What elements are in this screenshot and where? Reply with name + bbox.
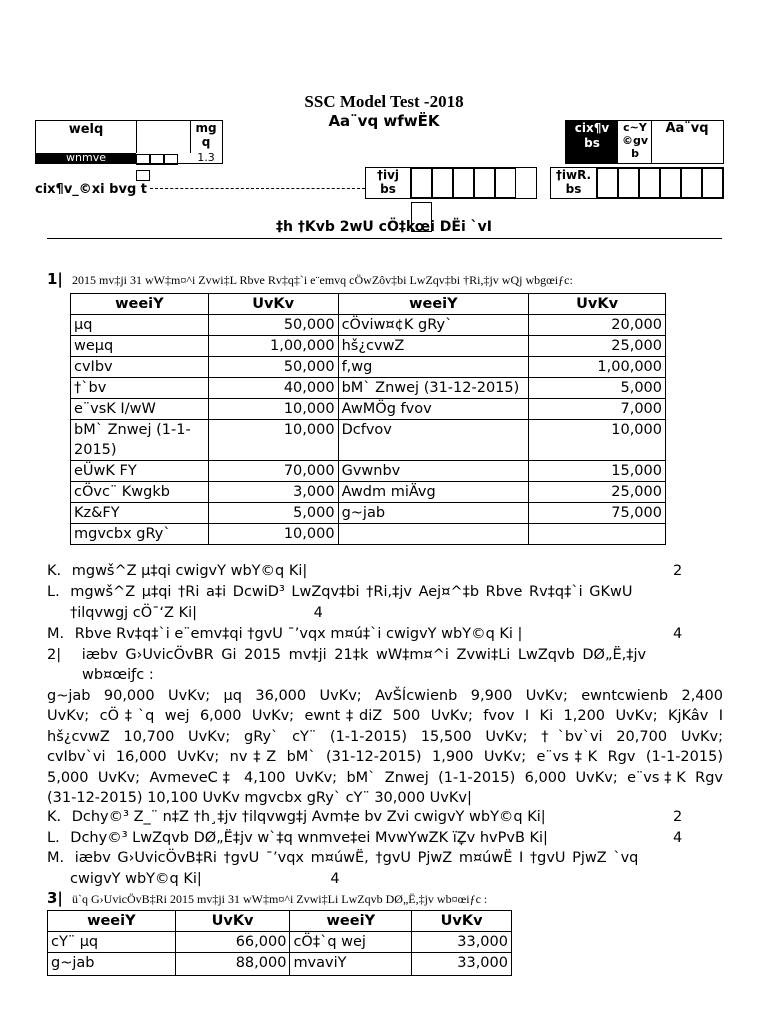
body-line: g~jab 90,000 UvKv; µq 36,000 UvKv; AvŠÍcwienb 9,900 UvKv; ewntcwienb 2,400 bbox=[47, 688, 723, 704]
question-2-number: 2| bbox=[47, 647, 62, 663]
exam-number-label: cix¶v bs bbox=[566, 121, 618, 163]
table-cell: 40,000 bbox=[208, 378, 338, 399]
table-cell: 50,000 bbox=[208, 357, 338, 378]
table-cell: †`bv bbox=[71, 378, 209, 399]
subject-blank-cell bbox=[136, 121, 191, 153]
code-digit-cells bbox=[136, 153, 190, 163]
subject-label: welq bbox=[36, 121, 137, 153]
table-cell: Awdm miÄvg bbox=[338, 482, 529, 503]
table-cell: 10,000 bbox=[529, 420, 666, 461]
table-row bbox=[71, 503, 666, 524]
registration-label: †iwR. bs bbox=[551, 168, 597, 198]
question-1-part-l-cont bbox=[70, 603, 746, 624]
table-header: weeiY bbox=[338, 294, 529, 315]
table-cell bbox=[338, 524, 529, 545]
question-1-intro: 2015 mv‡ji 31 wW‡m¤^i Zvwi‡L Rbve Rv‡q‡`i e¨emvq cÖwZôv‡bi LwZqv‡bi †Ri,‡jv wQj wbgœiƒc: bbox=[72, 273, 573, 287]
part-marks: 4 bbox=[673, 626, 683, 642]
table-cell: 7,000 bbox=[529, 399, 666, 420]
question-1-part-k bbox=[47, 561, 723, 582]
table-row bbox=[71, 315, 666, 336]
chapter-label: Aa¨vq bbox=[665, 121, 709, 136]
table-cell: 50,000 bbox=[208, 315, 338, 336]
table-cell: g~jab bbox=[338, 503, 529, 524]
exam-info-box bbox=[565, 120, 724, 164]
part-text: Dchy©³ Z_¨ n‡Z †h¸‡jv †ilqvwg‡j Avm‡e bv Zvi cwigvY wbY©q Ki| bbox=[71, 809, 546, 825]
question-1-table bbox=[70, 293, 666, 545]
question-2-part-k bbox=[47, 807, 723, 828]
question-2-part-l bbox=[47, 828, 723, 849]
table-cell: cvIbv bbox=[71, 357, 209, 378]
table-cell: f,wg bbox=[338, 357, 529, 378]
table-cell: 25,000 bbox=[529, 482, 666, 503]
table-cell: 33,000 bbox=[412, 953, 512, 976]
table-cell: mgvcbx gRy` bbox=[71, 524, 209, 545]
roll-digit-cells bbox=[411, 168, 536, 198]
part-marks: 4 bbox=[313, 605, 323, 621]
table-cell: 1,00,000 bbox=[529, 357, 666, 378]
table-cell: 20,000 bbox=[529, 315, 666, 336]
candidate-name-label: cix¶v_©xi bvg t bbox=[35, 182, 147, 197]
question-1-part-l bbox=[47, 582, 723, 603]
table-cell: 5,000 bbox=[208, 503, 338, 524]
table-cell: 3,000 bbox=[208, 482, 338, 503]
question-3-number: 3| bbox=[47, 889, 63, 907]
part-label: K. bbox=[47, 563, 62, 579]
section-title: ‡h †Kvb 2wU cÖ‡kœi DËi `vI bbox=[276, 219, 492, 235]
table-row bbox=[71, 420, 666, 461]
body-line: 5,000 UvKv; AvmeveC‡ 4,100 UvKv; bM` Znwej (1-1-2015) 6,000 UvKv; e¨vs‡K Rgv bbox=[47, 769, 723, 786]
body-line: (31-12-2015) 10,100 UvKv mgvcbx gRy` cY¨ 30,000 UvKv| bbox=[47, 790, 472, 807]
table-cell: cÖ‡`q wej bbox=[290, 932, 412, 953]
table-row bbox=[71, 357, 666, 378]
table-row bbox=[71, 524, 666, 545]
table-cell: Dcfvov bbox=[338, 420, 529, 461]
table-cell: bM` Znwej (31-12-2015) bbox=[338, 378, 529, 399]
part-text: mgwš^Z µ‡qi †Ri a‡i DcwiD³ LwZqv‡bi †Ri,‡jv Aej¤^‡b Rbve Rv‡q‡`i GKwU bbox=[70, 584, 633, 600]
part-text: cwigvY wbY©q Ki| bbox=[70, 871, 202, 887]
section-divider bbox=[47, 238, 722, 239]
table-cell: 66,000 bbox=[175, 932, 290, 953]
question-2-body bbox=[47, 686, 723, 808]
table-cell: AwMÖg fvov bbox=[338, 399, 529, 420]
table-row bbox=[48, 953, 512, 976]
table-cell: cÖvc¨ Kwgkb bbox=[71, 482, 209, 503]
table-cell: weµq bbox=[71, 336, 209, 357]
part-text: mgwš^Z µ‡qi cwigvY wbY©q Ki| bbox=[71, 563, 308, 579]
table-row bbox=[48, 932, 512, 953]
part-text: Dchy©³ LwZqvb DØ„Ë‡jv w`‡q wnmve‡ei MvwYwZK ïׇZv hvPvB Ki| bbox=[70, 830, 548, 846]
code-label: wnmve bbox=[36, 153, 136, 163]
subject-code-box bbox=[35, 120, 223, 164]
table-cell: 75,000 bbox=[529, 503, 666, 524]
table-cell: Kz&FY bbox=[71, 503, 209, 524]
question-1-part-m bbox=[47, 624, 723, 645]
page-title: SSC Model Test -2018 bbox=[304, 92, 464, 111]
table-cell: e¨vsK I/wW bbox=[71, 399, 209, 420]
table-header: weeiY bbox=[290, 911, 412, 932]
roll-number-box bbox=[365, 167, 537, 199]
part-marks: 4 bbox=[673, 830, 683, 846]
table-cell: 10,000 bbox=[208, 524, 338, 545]
question-2-intro bbox=[47, 645, 723, 666]
table-header: UvKv bbox=[175, 911, 290, 932]
part-marks: 4 bbox=[330, 871, 340, 887]
part-label: K. bbox=[47, 809, 62, 825]
table-header: weeiY bbox=[48, 911, 176, 932]
table-cell: mvaviY bbox=[290, 953, 412, 976]
table-cell: eÜwK FY bbox=[71, 461, 209, 482]
registration-box bbox=[550, 167, 724, 199]
part-text: Rbve Rv‡q‡`i e¨emv‡qi †gvU ¯’vqx m¤ú‡`i cwigvY wbY©q Ki | bbox=[74, 626, 523, 642]
table-cell: cY¨ µq bbox=[48, 932, 176, 953]
table-cell: 33,000 bbox=[412, 932, 512, 953]
set-value: 1.3 bbox=[197, 153, 215, 163]
table-row bbox=[71, 336, 666, 357]
registration-digit-cells bbox=[597, 168, 723, 198]
part-label: M. bbox=[47, 626, 65, 642]
body-line: UvKv; cÖ‡`q wej 6,000 UvKv; ewnt‡diZ 500 UvKv; fvov I Ki 1,200 UvKv; KjKâv I bbox=[47, 708, 723, 725]
question-1-number: 1| bbox=[47, 270, 63, 288]
part-marks: 2 bbox=[673, 809, 683, 825]
table-cell: 88,000 bbox=[175, 953, 290, 976]
table-row bbox=[71, 461, 666, 482]
table-header: weeiY bbox=[71, 294, 209, 315]
table-cell: 1,00,000 bbox=[208, 336, 338, 357]
question-2-part-m-cont bbox=[70, 869, 746, 890]
question-2-intro-cont: wb¤œiƒc : bbox=[82, 667, 154, 683]
part-label: L. bbox=[47, 584, 60, 600]
set-label: mg q bbox=[195, 121, 217, 149]
table-cell: 10,000 bbox=[208, 420, 338, 461]
part-text: †ilqvwgj cÖ¯‘Z Ki| bbox=[70, 605, 198, 621]
table-cell: 10,000 bbox=[208, 399, 338, 420]
full-marks-label: c~Y ©gv b bbox=[619, 121, 652, 163]
part-label: M. bbox=[47, 850, 65, 866]
table-header: UvKv bbox=[529, 294, 666, 315]
page-subtitle: Aa¨vq wfwËK bbox=[328, 112, 440, 130]
part-text: iæbv G›UvicÖvB‡Ri †gvU ¯’vqx m¤úwË, †gvU PjwZ m¤úwË I †gvU PjwZ `vq bbox=[74, 850, 639, 866]
table-row bbox=[71, 378, 666, 399]
table-cell: 25,000 bbox=[529, 336, 666, 357]
question-3-intro: ü`q G›UvicÖvB‡Ri 2015 mv‡ji 31 wW‡m¤^i Zvwi‡Li LwZqvb DØ„Ë,‡jv wb¤œiƒc : bbox=[72, 892, 488, 906]
table-cell: 15,000 bbox=[529, 461, 666, 482]
table-row bbox=[71, 399, 666, 420]
table-header: UvKv bbox=[412, 911, 512, 932]
table-cell: Gvwnbv bbox=[338, 461, 529, 482]
table-cell: 70,000 bbox=[208, 461, 338, 482]
candidate-name-line bbox=[150, 188, 365, 189]
question-2-intro-text: iæbv G›UvicÖvBR Gi 2015 mv‡ji 21‡k wW‡m¤^i Zvwi‡Li LwZqvb DØ„Ë,‡jv bbox=[81, 647, 647, 663]
body-line: cvIbv`vi 16,000 UvKv; nv‡Z bM` (31-12-2015) 1,900 UvKv; e¨vs‡K Rgv (1-1-2015) bbox=[47, 749, 723, 766]
table-cell: bM` Znwej (1-1-2015) bbox=[71, 420, 209, 461]
table-cell: g~jab bbox=[48, 953, 176, 976]
part-marks: 2 bbox=[673, 563, 683, 579]
table-cell bbox=[529, 524, 666, 545]
table-cell: hš¿cvwZ bbox=[338, 336, 529, 357]
roll-label: †ivj bs bbox=[366, 168, 411, 198]
table-cell: µq bbox=[71, 315, 209, 336]
table-cell: cÖviw¤¢K gRy` bbox=[338, 315, 529, 336]
table-cell: 5,000 bbox=[529, 378, 666, 399]
table-row bbox=[71, 482, 666, 503]
question-2-part-m bbox=[47, 848, 723, 869]
body-line: hš¿cvwZ 10,700 UvKv; gRy` cY¨ (1-1-2015) 15,500 UvKv; †`bv`vi 20,700 UvKv; bbox=[47, 728, 723, 745]
table-header: UvKv bbox=[208, 294, 338, 315]
part-label: L. bbox=[47, 830, 60, 846]
question-3-table bbox=[47, 910, 512, 976]
